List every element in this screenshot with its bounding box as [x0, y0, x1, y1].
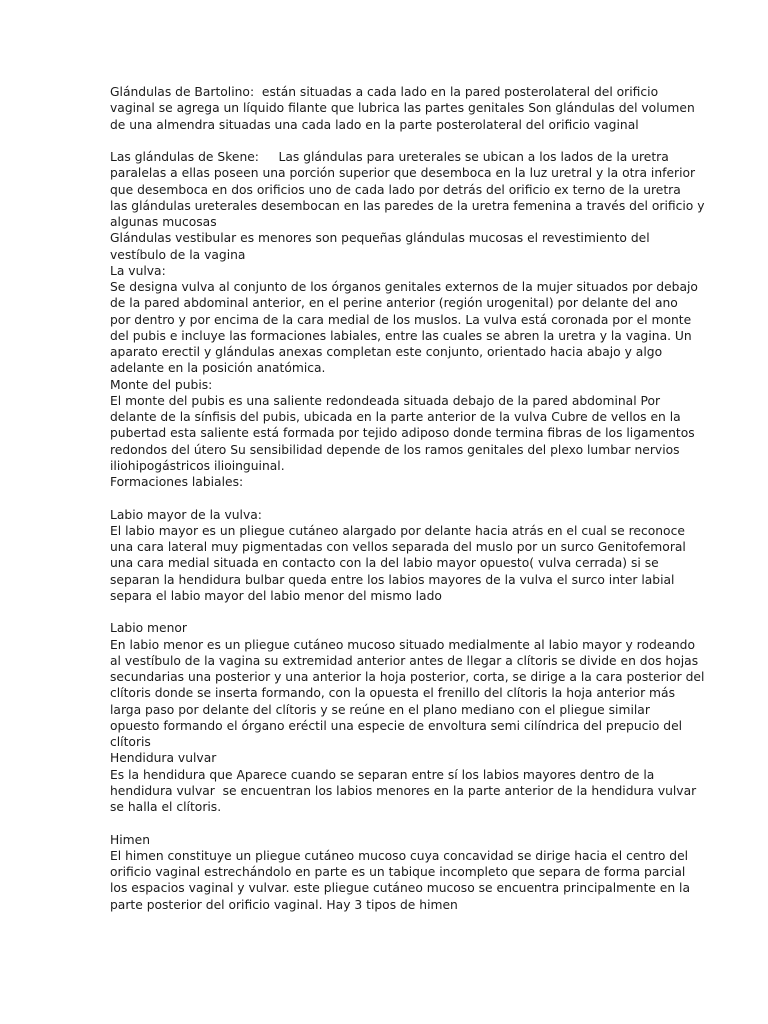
- text-line: clítoris: [110, 735, 151, 749]
- labio-menor-paragraph: [110, 620, 705, 815]
- text-line: Es la hendidura que Aparece cuando se separan entre sí los labios mayores dentro de la: [110, 767, 655, 782]
- text-line: separa el labio mayor del labio menor del mismo lado: [110, 588, 442, 603]
- text-line: Se designa vulva al conjunto de los órganos genitales externos de la mujer situados por debajo: [110, 280, 698, 294]
- text-line: vestíbulo de la vagina: [110, 247, 246, 262]
- text-line: secundarias una posterior y una anterior la hoja posterior, corta, se dirige a la cara posterior del: [110, 670, 705, 684]
- text-line: una cara medial situada en contacto con la del labio mayor opuesto( vulva cerrada) si se: [110, 556, 659, 571]
- text-line: parte posterior del orificio vaginal. Hay 3 tipos de himen: [110, 897, 458, 912]
- text-line: Labio mayor de la vulva:: [110, 507, 262, 522]
- text-line: El himen constituye un pliegue cutáneo mucoso cuya concavidad se dirige hacia el centro del: [110, 848, 689, 863]
- text-line: las glándulas ureterales desembocan en las paredes de la uretra femenina a través del orificio y: [110, 198, 705, 213]
- document-page: [110, 84, 705, 913]
- text-line: adelante en la posición anatómica.: [110, 361, 326, 376]
- text-line: iliohipogástricos ilioinguinal.: [110, 458, 285, 473]
- paragraph-gap: [110, 604, 662, 620]
- text-line: se halla el clítoris.: [110, 800, 222, 814]
- text-line: una cara lateral muy pigmentadas con vellos separada del muslo por un surco Genitofemoral: [110, 540, 686, 554]
- text-line: El monte del pubis es una saliente redondeada situada debajo de la pared abdominal Por: [110, 393, 661, 408]
- text-line: opuesto formando el órgano eréctil una especie de envoltura semi cilíndrica del prepucio del: [110, 718, 683, 733]
- text-line: al vestíbulo de la vagina su extremidad anterior antes de llegar a clítoris se divide en dos hojas: [110, 653, 699, 668]
- text-line: por dentro y por encima de la cara medial de los muslos. La vulva está coronada por el monte: [110, 312, 692, 327]
- skene-paragraph: [110, 149, 705, 490]
- text-line: Formaciones labiales:: [110, 475, 244, 489]
- text-line: vaginal se agrega un líquido filante que lubrica las partes genitales Son glándulas del volumen: [110, 101, 695, 116]
- text-line: Labio menor: [110, 621, 187, 636]
- text-line: Hendidura vulvar: [110, 751, 217, 766]
- bartolino-paragraph: [110, 84, 695, 133]
- text-line: larga paso por delante del clítoris y se reúne en el plano mediano con el pliegue similar: [110, 702, 650, 717]
- text-line: En labio menor es un pliegue cutáneo mucoso situado medialmente al labio mayor y rodeando: [110, 637, 695, 652]
- text-line: Glándulas de Bartolino: están situadas a cada lado en la pared posterolateral del orificio: [110, 85, 659, 99]
- text-line: algunas mucosas: [110, 215, 217, 229]
- text-line: aparato erectil y glándulas anexas completan este conjunto, orientado hacia abajo y algo: [110, 345, 663, 359]
- text-line: Himen: [110, 832, 151, 847]
- text-line: La vulva:: [110, 263, 166, 278]
- text-line: paralelas a ellas poseen una porción superior que desemboca en la luz uretral y la otra inferior: [110, 166, 696, 181]
- text-line: Glándulas vestibular es menores son pequeñas glándulas mucosas el revestimiento del: [110, 231, 650, 246]
- himen-paragraph: [110, 832, 690, 913]
- paragraph-gap: [110, 815, 662, 831]
- text-line: del pubis e incluye las formaciones labiales, entre las cuales se abren la uretra y la vagina. Un: [110, 328, 692, 343]
- text-line: separan la hendidura bulbar queda entre los labios mayores de la vulva el surco inter labial: [110, 572, 675, 587]
- text-line: orificio vaginal estrechándolo en parte es un tabique incompleto que separa de forma parcial: [110, 865, 686, 879]
- text-line: de una almendra situadas una cada lado en la parte posterolateral del orificio vaginal: [110, 117, 639, 132]
- text-line: redondos del útero Su sensibilidad depende de los ramos genitales del plexo lumbar nervios: [110, 442, 680, 457]
- text-line: los espacios vaginal y vulvar. este pliegue cutáneo mucoso se encuentra principalmente en la: [110, 881, 690, 896]
- text-line: El labio mayor es un pliegue cutáneo alargado por delante hacia atrás en el cual se reconoce: [110, 523, 685, 538]
- paragraph-gap: [110, 490, 662, 506]
- text-line: pubertad esta saliente está formada por tejido adiposo donde termina fibras de los ligamentos: [110, 426, 695, 441]
- text-line: Las glándulas de Skene: Las glándulas para ureterales se ubican a los lados de la uretra: [110, 150, 669, 164]
- text-line: de la pared abdominal anterior, en el perine anterior (región urogenital) por delante del ano: [110, 296, 678, 311]
- text-line: clítoris donde se inserta formando, con la opuesta el frenillo del clítoris la hoja anterior más: [110, 686, 675, 701]
- text-line: Monte del pubis:: [110, 377, 213, 392]
- text-line: hendidura vulvar se encuentran los labios menores en la parte anterior de la hendidura vulvar: [110, 783, 697, 798]
- text-line: delante de la sínfisis del pubis, ubicada en la parte anterior de la vulva Cubre de vellos en la: [110, 410, 681, 424]
- paragraph-gap: [110, 133, 662, 149]
- text-line: que desemboca en dos orificios uno de cada lado por detrás del orificio ex terno de la uretra: [110, 182, 681, 197]
- labio-mayor-paragraph: [110, 507, 686, 605]
